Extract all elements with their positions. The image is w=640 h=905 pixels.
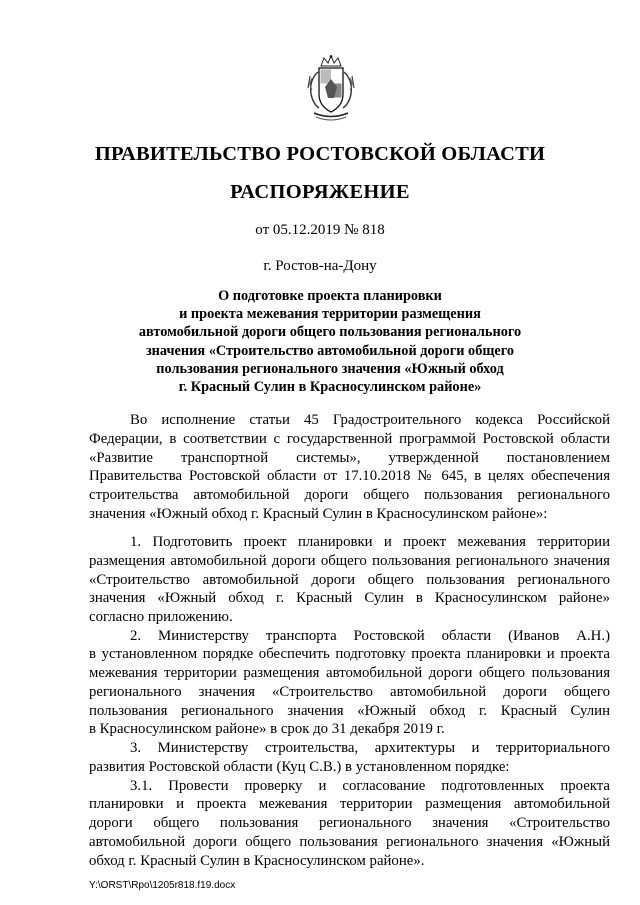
item1-line: «Строительство автомобильной дороги общего пользования регионального (89, 572, 610, 588)
preamble-line: Федерации, в соответствии с государственной программой Ростовской области (89, 431, 610, 447)
title-line: О подготовке проекта планировки (218, 288, 442, 304)
item3-line: 3. Министерству строительства, архитектуры и территориального (130, 740, 610, 756)
item2-line: регионального значения «Строительство автомобильной дороги общего (89, 684, 610, 700)
item2-line: пользования регионального значения «Южный обход г. Красный Сулин (89, 703, 610, 719)
item31-line: дороги общего пользования регионального значения «Строительство (89, 815, 610, 831)
city: г. Ростов-на-Дону (263, 258, 377, 274)
preamble-line: строительства автомобильной дороги общего пользования регионального (89, 487, 610, 503)
coat-of-arms-icon (306, 54, 356, 124)
organization-name: ПРАВИТЕЛЬСТВО РОСТОВСКОЙ ОБЛАСТИ (94, 143, 546, 165)
title-line: автомобильной дороги общего пользования регионального (138, 324, 522, 341)
item2-line: в Красносулинском районе» в срок до 31 декабря 2019 г. (89, 721, 445, 737)
preamble-line: значения «Южный обход г. Красный Сулин в Красносулинском районе»: (89, 506, 548, 522)
document-title (100, 287, 560, 396)
item31-line: автомобильной дороги общего пользования регионального значения «Южный (89, 834, 610, 850)
item2-line: межевания территории размещения автомобильной дороги общего пользования (89, 665, 610, 681)
date-number: от 05.12.2019 № 818 (255, 222, 385, 238)
item1-line: значения «Южный обход г. Красный Сулин в Красносулинском районе» (89, 590, 610, 606)
title-line: и проекта межевания территории размещения (179, 306, 481, 323)
item1-line: 1. Подготовить проект планировки и проект межевания территории (130, 534, 610, 550)
item31-line: планировки и проекта межевания территории размещения автомобильной (89, 796, 610, 812)
title-line: г. Красный Сулин в Красносулинском районе» (178, 379, 482, 396)
item1-line: согласно приложению. (89, 609, 233, 625)
preamble-line: «Развитие транспортной системы», утвержденной постановлением (89, 450, 610, 466)
item2-line: 2. Министерству транспорта Ростовской области (Иванов А.Н.) (130, 628, 610, 644)
title-line: пользования регионального значения «Южный обход (156, 360, 504, 377)
item1-line: размещения автомобильной дороги общего пользования регионального значения (89, 553, 610, 569)
preamble-line: Правительства Ростовской области от 17.10.2018 № 645, в целях обеспечения (89, 468, 610, 484)
item2-line: в установленном порядке обеспечить подготовку проекта планировки и проекта (89, 646, 610, 662)
preamble-line: Во исполнение статьи 45 Градостроительного кодекса Российской (130, 412, 610, 428)
file-path: Y:\ORST\Rpo\1205r818.f19.docx (89, 880, 236, 891)
title-line: значения «Строительство автомобильной дороги общего (145, 342, 515, 359)
item3-line: развития Ростовской области (Куц С.В.) в установленном порядке: (89, 759, 510, 775)
document-type: РАСПОРЯЖЕНИЕ (230, 181, 410, 203)
item31-line: обход г. Красный Сулин в Красносулинском районе». (89, 853, 425, 869)
item31-line: 3.1. Провести проверку и согласование подготовленных проекта (130, 778, 610, 794)
